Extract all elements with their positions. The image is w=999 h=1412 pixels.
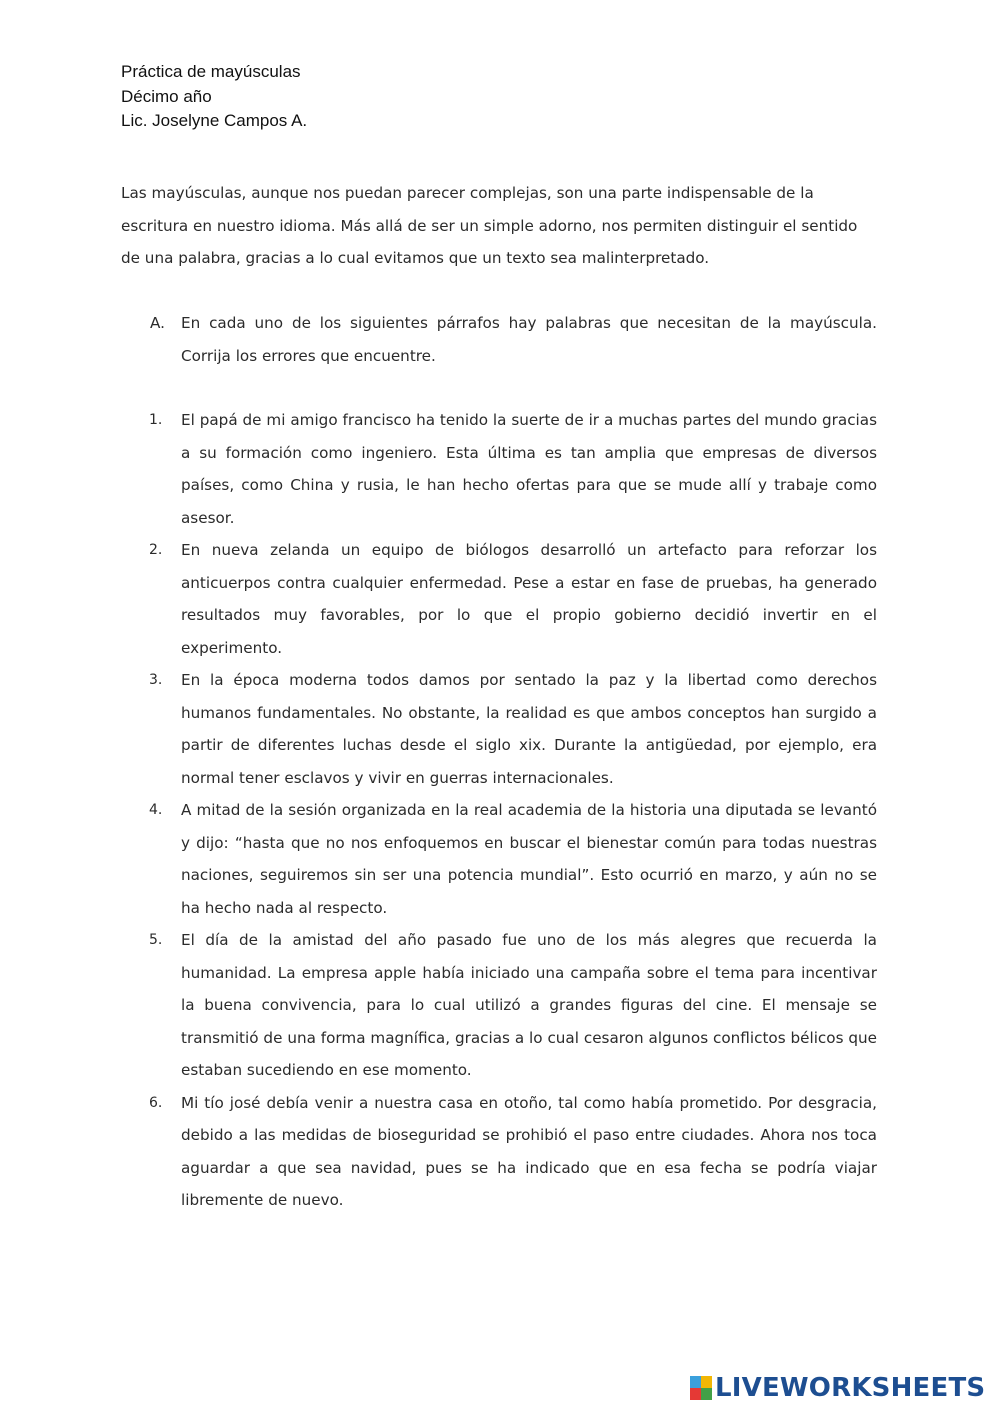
item-number: 5. [149,932,163,948]
exercise-item [121,794,877,924]
teacher-name: Lic. Joselyne Campos A. [121,111,308,130]
section-a [121,307,877,372]
item-number: 1. [149,412,163,428]
grade-level: Décimo año [121,86,212,106]
liveworksheets-badge-icon [690,1376,712,1400]
exercise-item [121,404,877,534]
item-text: El papá de mi amigo francisco ha tenido la suerte de ir a muchas partes del mundo gracias a su formación como ingeniero. Esta última es tan amplia que empresas de diversos países, como China y rusia, le han hecho ofertas para que se mude allí y trabaje como asesor. [181,411,877,527]
logo-wordmark: LIVEWORKSHEETS [715,1373,986,1403]
item-number: 2. [149,542,163,558]
item-text: Mi tío josé debía venir a nuestra casa en otoño, tal como había prometido. Por desgracia, debido a las medidas de bioseguridad se prohibió el paso entre ciudades. Ahora nos toca aguardar a que sea navidad, pues se ha indicado que en esa fecha se podría viajar libremente de nuevo. [181,1093,877,1209]
item-number: 3. [149,672,163,688]
section-instructions: En cada uno de los siguientes párrafos hay palabras que necesitan de la mayúscula. Corrija los errores que encuentre. [181,314,877,365]
item-number: 6. [149,1094,163,1111]
worksheet-title: Práctica de mayúsculas [121,62,301,81]
exercise-item [121,1087,877,1217]
item-text: El día de la amistad del año pasado fue uno de los más alegres que recuerda la humanidad. La empresa apple había iniciado una campaña sobre el tema para incentivar la buena convivencia, para lo cual utilizó a grandes figuras del cine. El mensaje se transmitió de una forma magnífica, gracias a lo cual cesaron algunos conflictos bélicos que estaban sucediendo en ese momento. [181,931,877,1079]
section-marker: A. [150,314,165,332]
intro-paragraph: Las mayúsculas, aunque nos puedan parecer complejas, son una parte indispensable de la escritura en nuestro idioma. Más allá de ser un simple adorno, nos permiten distinguir el sentido de una palabra, gracias a lo cual evitamos que un texto sea malinterpretado. [121,184,858,267]
exercise-item [121,534,877,664]
exercise-list [121,404,877,1217]
document-header [121,60,307,134]
item-text: En nueva zelanda un equipo de biólogos desarrolló un artefacto para reforzar los anticuerpos contra cualquier enfermedad. Pese a estar en fase de pruebas, ha generado resultados muy favorables, por lo que el propio gobierno decidió invertir en el experimento. [181,541,877,657]
exercise-item [121,664,877,794]
item-text: A mitad de la sesión organizada en la real academia de la historia una diputada se levantó y dijo: “hasta que no nos enfoquemos en buscar el bienestar común para todas nuestras naciones, seguiremos sin ser una potencia mundial”. Esto ocurrió en marzo, y aún no se ha hecho nada al respecto. [181,801,877,917]
item-number: 4. [149,802,163,818]
liveworksheets-logo[interactable] [690,1374,985,1402]
exercise-item [121,924,877,1087]
item-text: En la época moderna todos damos por sentado la paz y la libertad como derechos humanos fundamentales. No obstante, la realidad es que ambos conceptos han surgido a partir de diferentes luchas desde el siglo xix. Durante la antigüedad, por ejemplo, era normal tener esclavos y vivir en guerras internacionales. [181,671,877,787]
